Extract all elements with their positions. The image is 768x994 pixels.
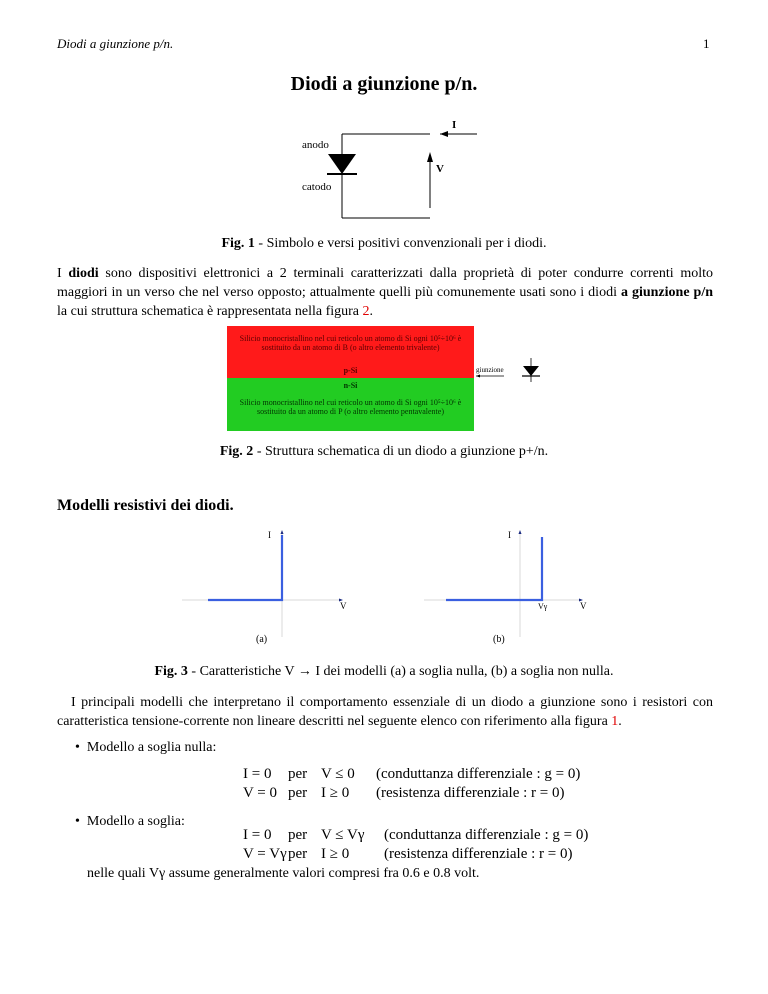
fig3b-y-label: I bbox=[508, 530, 511, 540]
figure-2-structure bbox=[227, 326, 474, 431]
fig1-label-voltage: V bbox=[436, 163, 444, 175]
fig1-label-anode: anodo bbox=[302, 139, 329, 151]
model2-title: Modello a soglia: bbox=[86, 814, 185, 829]
n-region bbox=[227, 378, 474, 431]
fig3a-characteristic bbox=[208, 535, 282, 600]
page-title: Diodi a giunzione p/n. bbox=[290, 73, 478, 95]
model2-eq1: I = 0 per V ≤ Vγ (conduttanza differenziale : g = 0) bbox=[243, 827, 589, 843]
fig3b-threshold-label: Vγ bbox=[538, 602, 548, 611]
p-region-text: Silicio monocristallino nel cui reticolo un atomo di Si ogni 10⁵÷10⁶ è sostituito da un atomo di B (o altro elemento trivalente) bbox=[239, 334, 462, 352]
small-diode-icon bbox=[523, 366, 539, 376]
fig3b-sub: (b) bbox=[493, 634, 505, 645]
model2-eq2: V = Vγper I ≥ 0 (resistenza differenziale : r = 0) bbox=[243, 846, 573, 862]
n-region-label: n-Si bbox=[343, 381, 358, 390]
intro-paragraph: I diodi sono dispositivi elettronici a 2 terminali caratterizzati dalla proprietà di poter condurre correnti molto maggiori in un verso che nel verso opposto; attualmente quelli più comunemente usati sono i diodi a giunzione p/n la cui struttura schematica è rappresentata nella figura 2. bbox=[57, 266, 713, 319]
fig3a-y-label: I bbox=[268, 530, 271, 540]
junction-label: giunzione bbox=[476, 366, 504, 374]
figure-1-diode-symbol bbox=[280, 112, 500, 224]
fig3a-sub: (a) bbox=[256, 634, 268, 645]
section-title: Modelli resistivi dei diodi. bbox=[57, 497, 234, 514]
models-paragraph: I principali modelli che interpretano il comportamento essenziale di un diodo a giunzione sono i resistori con caratteristica tensione-corrente non lineare descritti nel seguente elenco con riferimento alla figura 1. bbox=[57, 695, 713, 729]
bullet-icon: • bbox=[75, 814, 80, 829]
fig3a-x-label: V bbox=[340, 601, 347, 611]
fig1-caption: Fig. 1 - Simbolo e versi positivi convenzionali per i diodi. bbox=[221, 236, 547, 251]
closing-note: nelle quali Vγ assume generalmente valori compresi fra 0.6 e 0.8 volt. bbox=[87, 866, 480, 881]
fig3-caption: Fig. 3 - Caratteristiche V → I dei modelli (a) a soglia nulla, (b) a soglia non nulla. bbox=[154, 664, 614, 679]
fig2-caption: Fig. 2 - Struttura schematica di un diodo a giunzione p+/n. bbox=[219, 444, 549, 459]
model2-item bbox=[75, 814, 185, 830]
figure-2-reference[interactable]: 2 bbox=[362, 304, 370, 319]
fig3b-y-arrow bbox=[519, 530, 522, 534]
figure-3b-chart bbox=[422, 527, 602, 647]
p-region bbox=[227, 326, 474, 378]
voltage-arrow bbox=[427, 152, 433, 162]
fig3a-y-arrow bbox=[281, 530, 284, 534]
figure-3a-chart bbox=[180, 527, 360, 647]
current-arrow bbox=[440, 131, 448, 137]
junction-pointer bbox=[474, 358, 554, 382]
model1-title: Modello a soglia nulla: bbox=[86, 740, 217, 755]
fig1-label-current: I bbox=[452, 119, 457, 131]
model1-eq2: V = 0 per I ≥ 0 (resistenza differenziale : r = 0) bbox=[243, 785, 565, 801]
figure-1-reference[interactable]: 1 bbox=[611, 714, 619, 729]
p-region-label: p-Si bbox=[343, 366, 358, 375]
n-region-text: Silicio monocristallino nel cui reticolo un atomo di Si ogni 10⁵÷10⁶ è sostituito da un atomo di P (o altro elemento pentavalente) bbox=[239, 398, 462, 416]
fig1-label-cathode: catodo bbox=[302, 181, 332, 193]
fig3b-characteristic bbox=[446, 537, 542, 600]
diode-triangle bbox=[328, 154, 356, 174]
bullet-icon: • bbox=[75, 740, 80, 755]
model1-eq1: I = 0 per V ≤ 0 (conduttanza differenziale : g = 0) bbox=[243, 766, 581, 782]
fig3b-x-label: V bbox=[580, 601, 587, 611]
page-number: 1 bbox=[703, 36, 710, 51]
model1-item bbox=[75, 740, 216, 756]
running-header: Diodi a giunzione p/n. bbox=[57, 36, 174, 51]
